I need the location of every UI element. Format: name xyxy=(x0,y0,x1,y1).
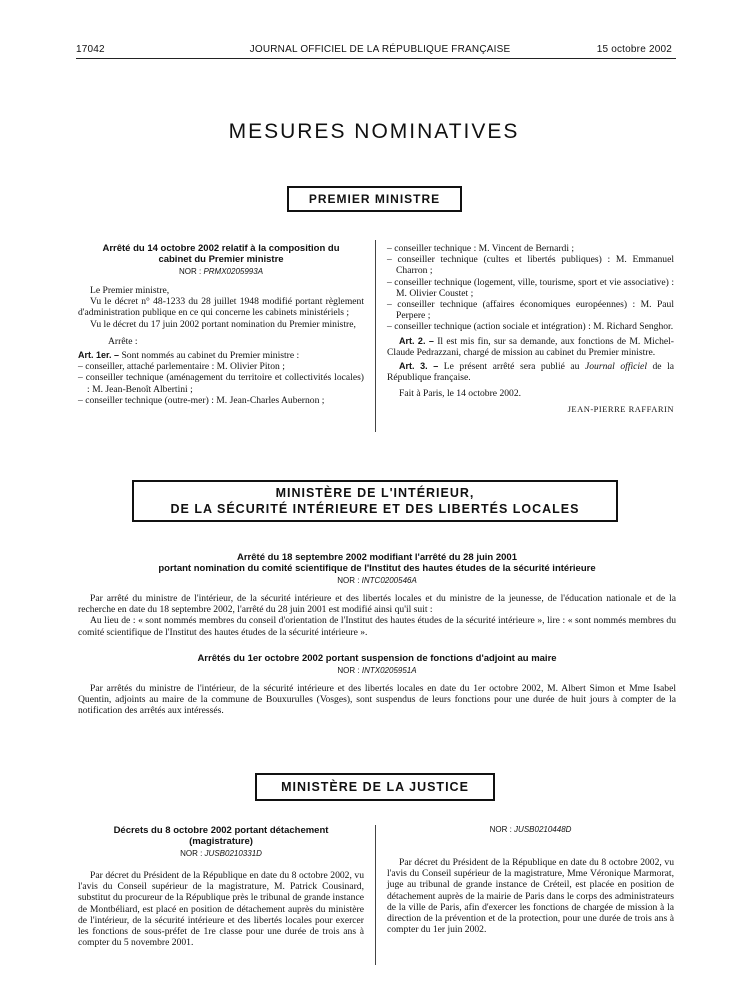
journal-title: JOURNAL OFFICIEL DE LA RÉPUBLIQUE FRANÇAISE xyxy=(249,44,511,55)
justice-decret-2-paragraph: Par décret du Président de la République en date du 8 octobre 2002, vu l'avis du Conseil supérieur de la magistrature, Mme Véronique Marmorat, juge au tribunal de grande instance de Créteil, est placée en position de détachement auprès de la mairie de Paris dans le corps des administrateurs de la ville de Paris, afin d'exercer les fonctions de chargée de mission à la direction de la prévention et de la protection, pour une durée de trois ans à compter du 1er juin 2002. xyxy=(387,857,674,936)
header-rule xyxy=(76,58,676,59)
pm-nor: NOR : PRMX0205993A xyxy=(178,267,264,276)
interieur-arrete-1-heading-line-2: portant nomination du comité scientifique de l'Institut des hautes études de la sécurité intérieure xyxy=(158,563,596,574)
interieur-arrete-2-heading: Arrêtés du 1er octobre 2002 portant suspension de fonctions d'adjoint au maire xyxy=(197,652,557,664)
pm-paragraph-1: Le Premier ministre, xyxy=(90,285,170,296)
pm-article-2: Art. 2. – Il est mis fin, sur sa demande, aux fonctions de M. Michel-Claude Pedrazzani, chargé de mission au cabinet du Premier ministre. xyxy=(387,335,674,358)
justice-nor-2: NOR : JUSB0210448D xyxy=(489,825,572,834)
pm-arrete-heading: Arrêté du 14 octobre 2002 relatif à la composition du cabinet du Premier ministre xyxy=(102,243,340,265)
pm-done-at: Fait à Paris, le 14 octobre 2002. xyxy=(399,388,522,400)
section-box-interieur xyxy=(132,480,618,522)
justice-decret-1-paragraph: Par décret du Président de la République en date du 8 octobre 2002, vu l'avis du Conseil supérieur de la magistrature, M. Patrick Cousinard, substitut du procureur de la République près le tribunal de grande instance de Montbéliard, est placé en position de détachement auprès du ministère de l'intérieur, de la sécurité intérieure et des libertés locales pour exercer les fonctions de sous-préfet de 1re classe pour une durée de trois ans à compter du 5 novembre 2001. xyxy=(78,870,364,949)
section-title-interieur-line-2: DE LA SÉCURITÉ INTÉRIEURE ET DES LIBERTÉS LOCALES xyxy=(170,502,580,516)
interieur-section xyxy=(78,552,676,716)
pm-list-item: – conseiller technique (aménagement du territoire et collectivités locales) : M. Jean-Benoît Albertini ; xyxy=(78,372,364,395)
pm-paragraph-2: Vu le décret n° 48-1233 du 28 juillet 1948 modifié portant règlement d'administration publique en ce qui concerne les cabinets ministériels ; xyxy=(78,296,364,319)
pm-list-item: – conseiller technique : M. Vincent de Bernardi ; xyxy=(387,243,575,254)
pm-list-item: – conseiller, attaché parlementaire : M. Olivier Piton ; xyxy=(78,361,285,373)
justice-left-column xyxy=(78,825,364,948)
pm-list-item: – conseiller technique (logement, ville, tourisme, sport et vie associative) : M. Olivier Coustet ; xyxy=(387,276,674,299)
pm-list-item: – conseiller technique (affaires économiques européennes) : M. Paul Perpere ; xyxy=(387,299,674,322)
pm-list-item: – conseiller technique (cultes et libertés publiques) : M. Emmanuel Charron ; xyxy=(387,254,674,277)
header-date: 15 octobre 2002 xyxy=(596,44,672,55)
pm-list-item: – conseiller technique (outre-mer) : M. Jean-Charles Aubernon ; xyxy=(78,394,325,406)
interieur-arrete-2-nor: NOR : INTX0205951A xyxy=(337,665,417,675)
interieur-arrete-1-nor: NOR : INTC0200546A xyxy=(337,576,417,585)
interieur-arrete-1-paragraph-2: Au lieu de : « sont nommés membres du conseil d'orientation de l'Institut des hautes études de la sécurité intérieure », lire : « sont nommés membres du comité scientifique de l'Institut des hautes études de la sécurité intérieure ». xyxy=(78,615,676,638)
pm-article-3: Art. 3. – Le présent arrêté sera publié au Journal officiel de la République française. xyxy=(387,361,674,384)
justice-decret-heading: Décrets du 8 octobre 2002 portant détachement (magistrature) xyxy=(113,825,329,847)
pm-left-column xyxy=(78,243,364,406)
pm-signature: JEAN-PIERRE RAFFARIN xyxy=(567,403,674,414)
interieur-arrete-2-paragraph: Par arrêtés du ministre de l'intérieur, de la sécurité intérieure et des libertés locales en date du 1er octobre 2002, M. Albert Simon et Mme Isabel Quentin, adjoints au maire de la commune de Bouxurulles (Vosges), sont suspendus de leurs fonctions pour une durée de huit jours à compter de la notification des arrêtés aux intéressés. xyxy=(78,682,676,717)
interieur-arrete-1-paragraph-1: Par arrêté du ministre de l'intérieur, de la sécurité intérieure et des libertés locales et du ministre de la jeunesse, de l'éducation nationale et de la recherche en date du 18 septembre 2002, l'arrêté du 28 juin 2001 est modifié ainsi qu'il suit : xyxy=(78,593,676,616)
section-title-justice: MINISTÈRE DE LA JUSTICE xyxy=(281,780,469,794)
justice-nor-1: NOR : JUSB0210331D xyxy=(180,849,262,858)
section-title-interieur-line-1: MINISTÈRE DE L'INTÉRIEUR, xyxy=(275,486,475,500)
page-title: MESURES NOMINATIVES xyxy=(228,120,520,143)
section-box-justice xyxy=(255,773,495,801)
section-title-premier-ministre: PREMIER MINISTRE xyxy=(308,192,441,206)
pm-arrete: Arrête : xyxy=(108,335,138,347)
interieur-arrete-1-heading-line-1: Arrêté du 18 septembre 2002 modifiant l'arrêté du 28 juin 2001 xyxy=(237,552,517,563)
section-box-premier-ministre xyxy=(287,186,462,212)
pm-right-column xyxy=(387,243,674,414)
column-separator xyxy=(375,240,376,432)
column-separator xyxy=(375,825,376,965)
pm-article-1: Art. 1er. – Sont nommés au cabinet du Premier ministre : xyxy=(78,350,300,362)
pm-list-item: – conseiller technique (action sociale et intégration) : M. Richard Senghor. xyxy=(387,321,674,333)
justice-right-column xyxy=(387,825,674,935)
pm-paragraph-3: Vu le décret du 17 juin 2002 portant nomination du Premier ministre, xyxy=(90,318,356,330)
page-number: 17042 xyxy=(76,44,105,55)
